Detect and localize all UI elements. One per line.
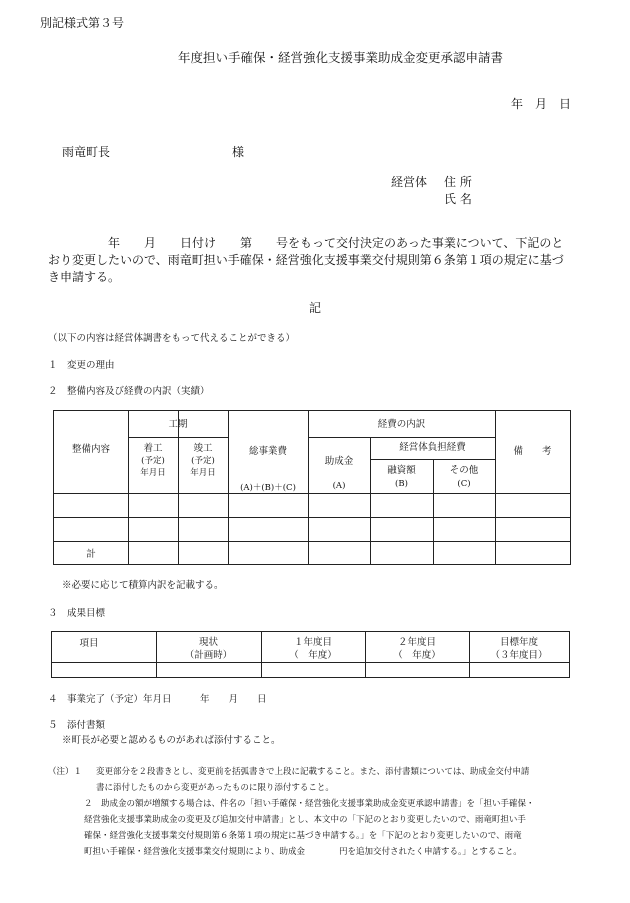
note-2-line-1: ２ 助成金の額が増額する場合は、件名の「担い手確保・経営強化支援事業助成金変更承認申請書」を「担い手確保・ [84,799,535,809]
start-label: 着工 [143,443,163,454]
body-line-1: 年 月 日付け 第 号をもって交付決定のあった事業について、下記のと [108,236,564,250]
end-planned: (予定) [191,456,215,466]
target-col-year1: １年度目 [293,637,332,648]
breakdown-header: 経費の内訳 [377,419,426,430]
target-col-year2-sub: （ 年度） [393,650,441,661]
target-table [51,631,570,678]
body-line-2: おり変更したいので、雨竜町担い手確保・経営強化支援事業交付規則第６条第１項の規定に基づ [48,253,564,267]
note-1-line-2: 書に添付したものから変更があったものに限り添付すること。 [96,783,334,793]
subsidy-code: (A) [332,481,346,491]
subsidy-header: 助成金 [324,456,354,467]
target-col-target: 目標年度 [499,637,538,648]
form-id: 別記様式第３号 [40,16,125,30]
section-1-heading: １ 変更の理由 [48,360,115,371]
loan-header: 融資額 [387,465,416,476]
target-col-item: 項目 [79,638,99,649]
burden-header: 経営体負担経費 [399,442,466,453]
end-ymd: 年月日 [190,468,216,478]
note-1-line-1: 変更部分を２段書きとし、変更前を括弧書きで上段に記載すること。また、添付書類については、助成金交付申請 [96,767,530,777]
total-formula: (A)＋(B)＋(C) [240,483,296,493]
table-row[interactable] [54,518,570,541]
section-5-heading: ５ 添付書類 [48,720,106,731]
target-col-current: 現状 [198,637,218,648]
body-line-3: き申請する。 [48,270,121,284]
loan-code: (B) [395,479,408,489]
total-row-cells[interactable] [129,542,570,564]
section-5-note: ※町長が必要と認めるものがあれば添付すること。 [62,735,281,746]
total-row-label: 計 [86,549,96,560]
addressee: 雨竜町長 [62,145,111,159]
section-3-heading: ３ 成果目標 [48,608,106,619]
ki-mark: 記 [309,301,322,315]
other-header: その他 [449,465,479,476]
table1-note: ※必要に応じて積算内訳を記載する。 [62,580,224,591]
applicant-org-label: 経営体 [391,175,428,189]
period-header: 工期 [168,419,188,430]
other-code: (C) [457,479,471,489]
applicant-name-label: 氏 名 [444,192,472,206]
table-row[interactable] [54,494,570,517]
section-2-heading: ２ 整備内容及び経費の内訳（実績） [48,386,210,397]
note-2-line-2: 経営強化支援事業助成金の変更及び追加交付申請書」とし、本文中の「下記のとおり変更したいので、雨竜町担い手 [84,815,526,825]
target-col-year1-sub: （ 年度） [289,650,337,661]
replace-note: （以下の内容は経営体調書をもって代えることができる） [48,333,296,344]
note-1-prefix: （注）１ [48,767,83,777]
start-ymd: 年月日 [140,468,166,478]
end-label: 竣工 [193,443,213,454]
honorific: 様 [232,145,245,159]
table-row[interactable] [52,663,569,677]
start-planned: (予定) [141,456,165,466]
page-title: 年度担い手確保・経営強化支援事業助成金変更承認申請書 [178,50,504,65]
note-2-line-3: 確保・経営強化支援事業交付規則第６条第１項の規定に基づき申請する。」を「下記のとおり変更したいので、雨竜 [84,831,522,841]
target-col-target-sub: （３年度目） [490,650,548,661]
target-col-year2: ２年度目 [397,637,436,648]
section-4-completion-date: ４ 事業完了（予定）年月日 年 月 日 [48,694,267,705]
remarks-header: 備 考 [513,446,552,457]
col-item-header: 整備内容 [71,444,110,455]
applicant-address-label: 住 所 [444,175,472,189]
expense-table [53,410,571,565]
date-line: 年 月 日 [511,97,572,111]
note-2-line-4: 町担い手確保・経営強化支援事業交付規則により、助成金 円を追加交付されたく申請する。」とすること。 [84,847,522,857]
target-col-current-sub: （計画時） [184,650,233,661]
total-cost-header: 総事業費 [248,446,287,457]
